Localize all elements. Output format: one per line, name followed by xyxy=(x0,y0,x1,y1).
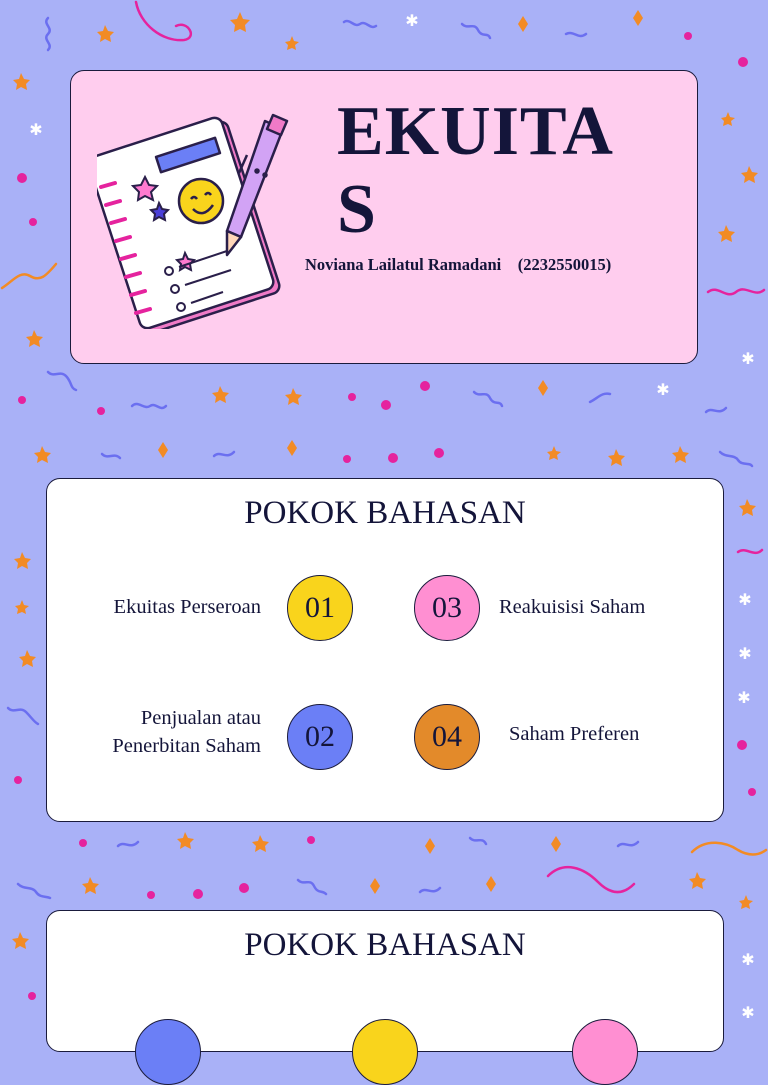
next-slide xyxy=(46,910,724,1052)
svg-text:✱: ✱ xyxy=(29,120,43,139)
partial-circle-pink xyxy=(572,1019,638,1085)
svg-text:✱: ✱ xyxy=(738,590,752,609)
topic-number-03: 03 xyxy=(414,575,480,641)
title-slide xyxy=(70,70,698,364)
svg-text:✱: ✱ xyxy=(741,1003,755,1022)
svg-text:✱: ✱ xyxy=(741,950,755,969)
topic-label-03: Reakuisisi Saham xyxy=(499,596,646,618)
topic-number-04: 04 xyxy=(414,704,480,770)
partial-circle-yellow xyxy=(352,1019,418,1085)
svg-text:✱: ✱ xyxy=(656,380,670,399)
topic-label-01: Ekuitas Perseroan xyxy=(113,596,261,618)
partial-circle-blue xyxy=(135,1019,201,1085)
topic-label-04: Saham Preferen xyxy=(509,723,640,745)
svg-text:✱: ✱ xyxy=(738,644,752,663)
page-title: EKUITAS xyxy=(337,93,614,248)
topic-number-02: 02 xyxy=(287,704,353,770)
topic-label-02: Penjualan atau Penerbitan Saham xyxy=(112,707,261,757)
svg-text:✱: ✱ xyxy=(737,688,751,707)
svg-text:✱: ✱ xyxy=(741,349,755,368)
notebook-illustration xyxy=(97,107,307,329)
author-line: Noviana Lailatul Ramadani (2232550015) xyxy=(305,255,612,274)
topic-number-01: 01 xyxy=(287,575,353,641)
topics-slide xyxy=(46,478,724,822)
next-slide-heading: POKOK BAHASAN xyxy=(244,927,526,963)
topics-heading: POKOK BAHASAN xyxy=(244,495,526,531)
svg-text:✱: ✱ xyxy=(405,11,419,30)
